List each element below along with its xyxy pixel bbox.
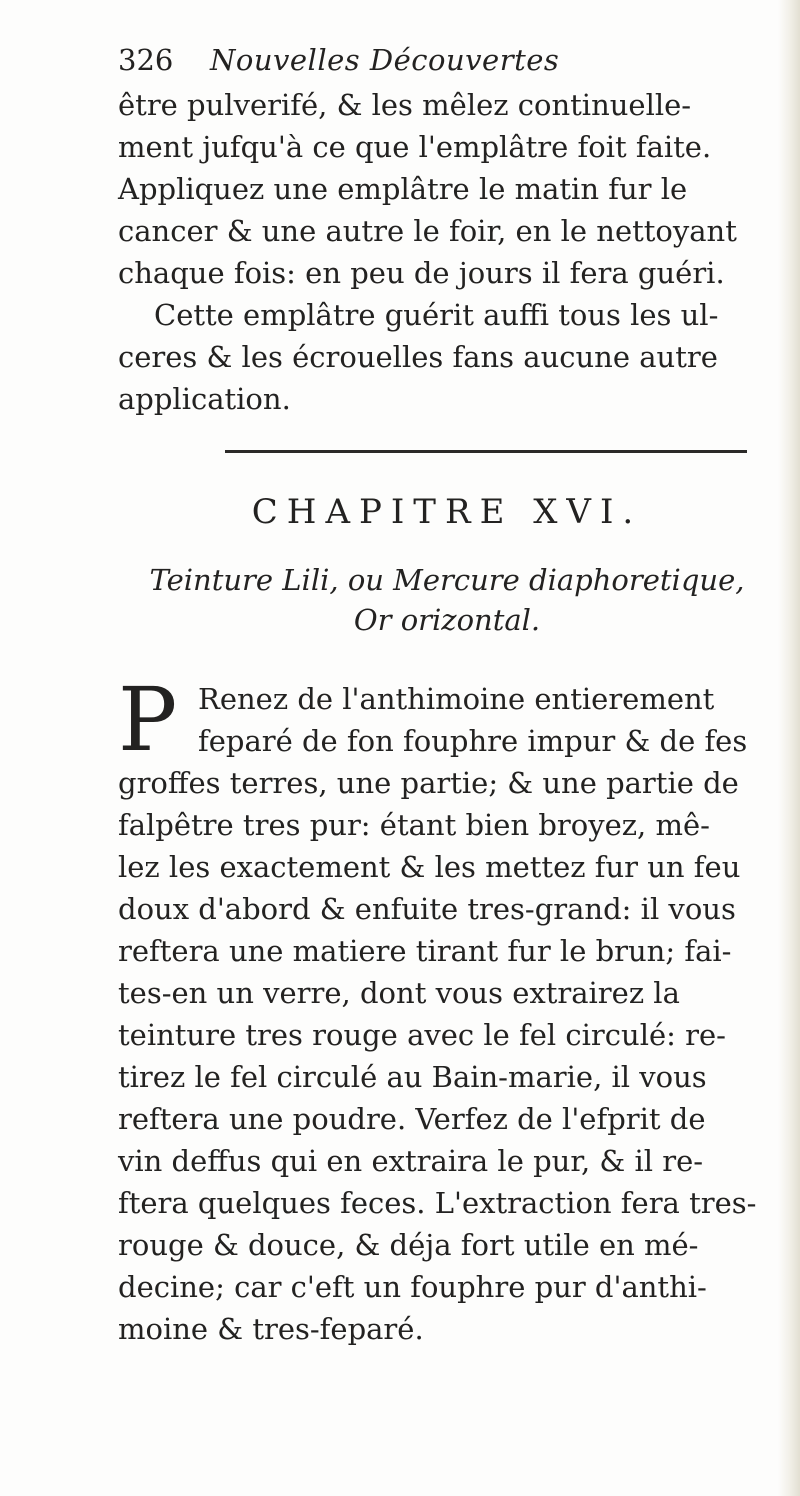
text-line: feparé de fon fouphre impur & de fes — [198, 724, 748, 758]
text-line: reftera une poudre. Verfez de l'efprit de — [118, 1102, 706, 1136]
page-edge-shadow — [778, 0, 800, 1496]
text-line: Cette emplâtre guérit auffi tous les ul- — [154, 298, 719, 332]
text-line: lez les exactement & les mettez fur un feu — [118, 850, 741, 884]
text-line: moine & tres-feparé. — [118, 1312, 424, 1346]
text-line: rouge & douce, & déja fort utile en mé- — [118, 1228, 699, 1262]
section-title-line: Teinture Lili, ou Mercure diaphoretique, — [149, 563, 745, 597]
text-line: être pulverifé, & les mêlez continuelle- — [118, 88, 692, 122]
text-line: Renez de l'anthimoine entierement — [198, 682, 715, 716]
text-line: falpêtre tres pur: étant bien broyez, mê- — [118, 808, 710, 842]
text-line: Appliquez une emplâtre le matin fur le — [118, 172, 688, 206]
page-number: 326 — [118, 43, 174, 77]
text-line: reftera une matiere tirant fur le brun; fai- — [118, 934, 732, 968]
text-line: teinture tres rouge avec le fel circulé: re- — [118, 1018, 726, 1052]
chapter-heading: CHAPITRE XVI. — [251, 492, 643, 532]
text-line: tes-en un verre, dont vous extrairez la — [118, 976, 680, 1010]
text-line: groffes terres, une partie; & une partie de — [118, 766, 739, 800]
section-title-line: Or orizontal. — [353, 603, 541, 637]
section-title — [120, 560, 774, 640]
text-line: decine; car c'eft un fouphre pur d'anthi- — [118, 1270, 707, 1304]
text-line: doux d'abord & enfuite tres-grand: il vous — [118, 892, 736, 926]
text-line: chaque fois: en peu de jours il fera guéri. — [118, 256, 725, 290]
text-line: ceres & les écrouelles fans aucune autre — [118, 340, 718, 374]
running-head — [114, 36, 774, 84]
running-title: Nouvelles Découvertes — [210, 43, 560, 77]
drop-cap: P — [118, 668, 178, 771]
paragraph-recipe — [118, 668, 773, 1350]
text-line: ment jufqu'à ce que l'emplâtre foit faite. — [118, 130, 712, 164]
text-line: tirez le fel circulé au Bain-marie, il vous — [118, 1060, 707, 1094]
text-line: ftera quelques feces. L'extraction fera tres- — [118, 1186, 757, 1220]
text-line: application. — [118, 382, 291, 416]
text-line: vin deffus qui en extraira le pur, & il re- — [118, 1144, 704, 1178]
paragraph-cancer-plaster — [118, 84, 773, 420]
text-line: cancer & une autre le foir, en le nettoyant — [118, 214, 737, 248]
section-rule — [225, 450, 747, 453]
